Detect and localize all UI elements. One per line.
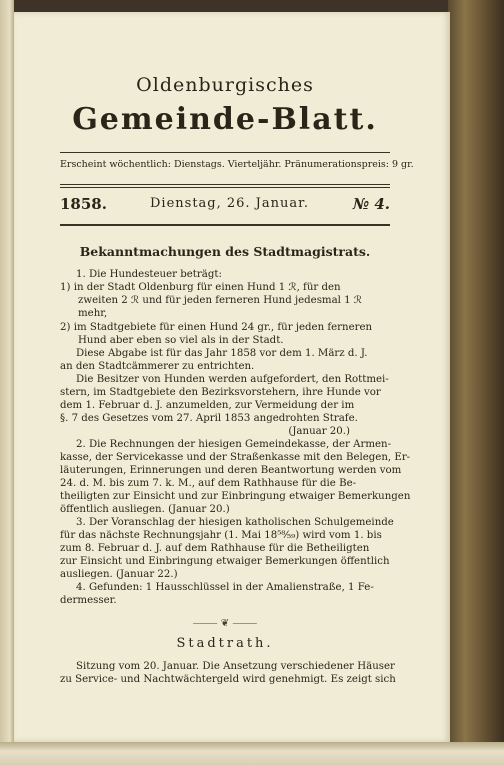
- ornament-divider-icon: ⸻ ❦ ⸻: [192, 618, 258, 629]
- text-line: Hund aber eben so viel als in der Stadt.: [78, 335, 284, 346]
- text-line: stern, im Stadtgebiete den Bezirksvorstehern, ihre Hunde vor: [60, 387, 381, 398]
- issue-rule: [60, 224, 390, 226]
- text-line: 4. Gefunden: 1 Hausschlüssel in der Amalienstraße, 1 Fe-: [76, 582, 374, 593]
- section-title-magistrat: Bekanntmachungen des Stadtmagistrats.: [79, 244, 371, 259]
- issue-row: [60, 195, 390, 217]
- text-line: Diese Abgabe ist für das Jahr 1858 vor dem 1. März d. J.: [76, 348, 368, 359]
- subscription-info: Erscheint wöchentlich: Dienstags. Vierteljähr. Pränumerationspreis: 9 gr.: [60, 159, 414, 170]
- subscription-rule-bottom: [60, 187, 390, 188]
- text-line-date: (Januar 20.): [288, 426, 350, 437]
- text-line: Sitzung vom 20. Januar. Die Ansetzung verschiedener Häuser: [76, 661, 395, 672]
- text-line: 2) im Stadtgebiete für einen Hund 24 gr., für jeden ferneren: [60, 322, 373, 333]
- text-line: zum 8. Februar d. J. auf dem Rathhause für die Betheiligten: [60, 543, 370, 554]
- issue-date: Dienstag, 26. Januar.: [150, 196, 310, 211]
- text-line: kasse, der Servicekasse und der Straßenkasse mit den Belegen, Er-: [60, 452, 411, 463]
- text-line: öffentlich ausliegen. (Januar 20.): [60, 504, 230, 515]
- text-line: läuterungen, Erinnerungen und deren Beantwortung werden vom: [60, 465, 402, 476]
- issue-year: 1858.: [60, 195, 107, 213]
- text-line: mehr,: [78, 308, 108, 319]
- newspaper-page: [14, 12, 450, 742]
- section-title-stadtrath: Stadtrath.: [176, 636, 274, 651]
- book-left-board: [0, 0, 14, 765]
- text-line: 24. d. M. bis zum 7. k. M., auf dem Rathhause für die Be-: [60, 478, 357, 489]
- text-line: zu Service- und Nachtwächtergeld wird genehmigt. Es zeigt sich: [60, 674, 396, 685]
- text-line: Die Besitzer von Hunden werden aufgefordert, den Rottmei-: [76, 374, 389, 385]
- text-line: 2. Die Rechnungen der hiesigen Gemeindekasse, der Armen-: [76, 439, 392, 450]
- issue-number: № 4.: [352, 195, 390, 213]
- text-line: ausliegen. (Januar 22.): [60, 569, 178, 580]
- masthead-title: Gemeinde-Blatt.: [72, 102, 378, 137]
- text-line: an den Stadtcämmerer zu entrichten.: [60, 361, 255, 372]
- text-line: 3. Der Voranschlag der hiesigen katholischen Schulgemeinde: [76, 517, 394, 528]
- text-line: 1) in der Stadt Oldenburg für einen Hund 1 ℛ, für den: [60, 282, 341, 293]
- text-line: 1. Die Hundesteuer beträgt:: [76, 269, 222, 280]
- masthead-rule: [60, 152, 390, 153]
- book-spine: [448, 0, 504, 765]
- text-line: dermesser.: [60, 595, 117, 606]
- text-line: dem 1. Februar d. J. anzumelden, zur Vermeidung der im: [60, 400, 355, 411]
- text-line: §. 7 des Gesetzes vom 27. April 1853 angedrohten Strafe.: [60, 413, 358, 424]
- subscription-rule-top: [60, 184, 390, 185]
- text-line: theiligten zur Einsicht und zur Einbringung etwaiger Bemerkungen: [60, 491, 411, 502]
- page-bottom-edge: [0, 742, 504, 765]
- text-line: für das nächste Rechnungsjahr (1. Mai 18⁵⁸⁄₅₉) wird vom 1. bis: [60, 530, 382, 541]
- masthead-line1: Oldenburgisches: [136, 74, 314, 96]
- text-line: zweiten 2 ℛ und für jeden ferneren Hund jedesmal 1 ℛ: [78, 295, 363, 306]
- text-line: zur Einsicht und Einbringung etwaiger Bemerkungen öffentlich: [60, 556, 390, 567]
